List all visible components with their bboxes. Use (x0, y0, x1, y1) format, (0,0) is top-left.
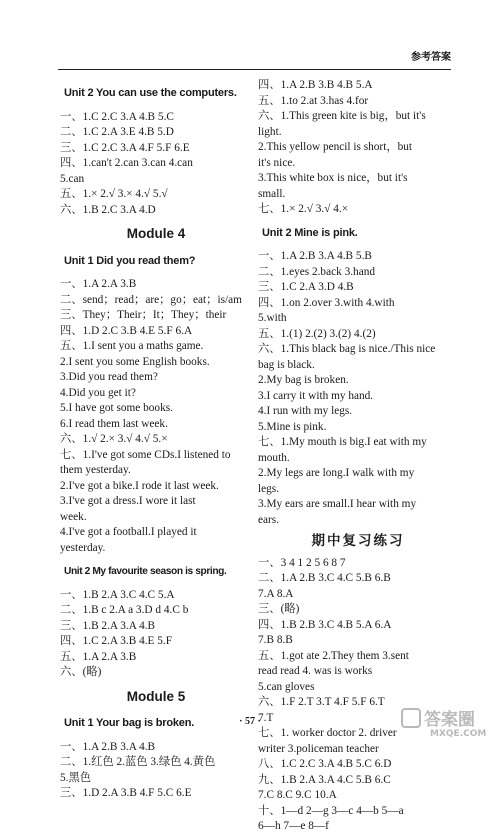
answer-line: 一、1.A 2.B 3.A 4.B (60, 740, 156, 753)
answer-line: 二、1.B c 2.A a 3.D d 4.C b (60, 604, 189, 616)
answer-line: 三、1.B 2.A 3.A 4.B (60, 619, 156, 632)
answer-line: 5.can gloves (258, 680, 315, 693)
watermark-logo (400, 705, 492, 739)
module-heading: Module 4 (126, 226, 186, 241)
answer-line: 一、1.C 2.C 3.A 4.B 5.C (60, 110, 174, 123)
answer-line: 四、1.B 2.B 3.C 4.B 5.A 6.A (258, 618, 392, 631)
answer-line: 六、1.This green kite is big，but it's (258, 110, 426, 122)
answer-line: 十、1—d 2—g 3—c 4—b 5—a (258, 804, 404, 817)
answer-line: 3.I carry it with my hand. (258, 389, 374, 402)
answer-line: 七、1. worker doctor 2. driver (258, 727, 397, 739)
answer-line: 六、1.B 2.C 3.A 4.D (60, 203, 156, 216)
answer-line: 7.T (258, 711, 274, 724)
answer-line: 二、1.eyes 2.back 3.hand (258, 265, 376, 278)
answer-line: 四、1.C 2.A 3.B 4.E 5.F (60, 635, 173, 647)
answer-line: 7.C 8.C 9.C 10.A (258, 789, 337, 801)
answer-line: ears. (258, 513, 280, 526)
answer-line: 7.B 8.B (258, 634, 293, 646)
answer-line: 一、1.A 2.B 3.A 4.B 5.B (258, 250, 372, 262)
answer-line: 五、1.to 2.at 3.has 4.for (258, 94, 369, 107)
answer-line: 五、1.got ate 2.They them 3.sent (258, 649, 409, 662)
unit-heading: Unit 2 Mine is pink. (262, 226, 358, 239)
answer-line: 六、(略) (60, 666, 102, 678)
answer-line: 三、They；Their；It；They；their (60, 309, 227, 321)
answer-line: small. (258, 187, 286, 200)
answer-line: 四、1.D 2.C 3.B 4.E 5.F 6.A (60, 324, 193, 337)
answer-line: 5.I have got some books. (60, 402, 173, 414)
answer-line: 七、1.× 2.√ 3.√ 4.× (258, 203, 349, 215)
answer-line: 七、1.I've got some CDs.I listened to (60, 448, 231, 461)
page-number: · 57 · (239, 716, 261, 727)
header-label: 参考答案 (411, 52, 451, 63)
answer-line: 一、1.B 2.A 3.C 4.C 5.A (60, 588, 175, 601)
answer-line: 一、1.A 2.A 3.B (60, 278, 137, 290)
answer-line: 6.I read them last week. (60, 417, 168, 430)
answer-line: 四、1.can't 2.can 3.can 4.can (60, 157, 193, 169)
answer-line: 八、1.C 2.C 3.A 4.B 5.C 6.D (258, 758, 392, 770)
answer-line: 二、1.红色 2.蓝色 3.绿色 4.黄色 (60, 756, 216, 768)
answer-line: 5.with (258, 312, 287, 324)
answer-line: legs. (258, 482, 280, 495)
answer-line: 五、1.× 2.√ 3.× 4.√ 5.√ (60, 188, 168, 200)
answer-line: 三、1.D 2.A 3.B 4.F 5.C 6.E (60, 787, 192, 799)
answer-line: 五、1.A 2.A 3.B (60, 650, 137, 663)
answer-line: 4.I run with my legs. (258, 405, 353, 417)
unit-heading: Unit 2 My favourite season is spring. (64, 566, 227, 577)
answer-line: 二、send；read；are；go；eat；is/am (60, 293, 242, 306)
answer-line: 一、3 4 1 2 5 6 8 7 (258, 556, 346, 569)
answer-line: 5.Mine is pink. (258, 420, 327, 433)
answer-line: 2.I sent you some English books. (60, 355, 210, 368)
answer-line: yesterday. (60, 541, 106, 554)
answer-line: 四、1.on 2.over 3.with 4.with (258, 296, 395, 309)
watermark-url: MXQE.COM (430, 729, 487, 739)
answer-line: 二、1.C 2.A 3.E 4.B 5.D (60, 126, 174, 138)
answer-line: writer 3.policeman teacher (258, 742, 379, 755)
answer-line: 7.A 8.A (258, 587, 294, 600)
answer-line: bag is black. (258, 358, 315, 371)
unit-heading: Unit 2 You can use the computers. (64, 87, 237, 99)
answer-line: 六、1.F 2.T 3.T 4.F 5.F 6.T (258, 696, 385, 708)
answer-line: 2.This yellow pencil is short，but (258, 141, 413, 153)
answer-line: 三、1.C 2.A 3.D 4.B (258, 281, 354, 293)
answer-line: 五、1.(1) 2.(2) 3.(2) 4.(2) (258, 327, 376, 340)
answer-line: 九、1.B 2.A 3.A 4.C 5.B 6.C (258, 773, 391, 786)
answer-line: 二、1.A 2.B 3.C 4.C 5.B 6.B (258, 572, 391, 584)
answer-line: 4.I've got a football.I played it (60, 526, 197, 538)
answer-line: 3.I've got a dress.I wore it last (60, 495, 196, 507)
answer-line: 三、(略) (258, 603, 300, 615)
answer-line: 三、1.C 2.C 3.A 4.F 5.F 6.E (60, 141, 190, 154)
watermark-icon (402, 709, 420, 727)
answer-line: 5.can (60, 172, 85, 185)
answer-line: 4.Did you get it? (60, 386, 136, 399)
answer-line: 3.Did you read them? (60, 371, 158, 383)
answer-line: 六、1.This black bag is nice./This nice (258, 343, 436, 355)
watermark-text: 答案圈 (424, 710, 475, 730)
answer-line: 2.My bag is broken. (258, 374, 349, 386)
answer-line: 七、1.My mouth is big.I eat with my (258, 436, 427, 448)
answer-line: 3.This white box is nice，but it's (258, 172, 408, 184)
answer-line: them yesterday. (60, 464, 131, 476)
module-heading: Module 5 (126, 688, 186, 704)
unit-heading: Unit 1 Did you read them? (64, 254, 196, 267)
answer-line: mouth. (258, 451, 290, 464)
answer-line: 五、1.I sent you a maths game. (60, 340, 204, 352)
header-rule (58, 69, 451, 70)
answer-line: 2.I've got a bike.I rode it last week. (60, 479, 219, 492)
page-header (58, 46, 451, 70)
review-heading: 期中复习练习 (311, 533, 405, 549)
answer-line: read read 4. was is works (258, 665, 373, 677)
answer-line: 6—h 7—e 8—f (258, 820, 329, 832)
answer-line: 2.My legs are long.I walk with my (258, 467, 415, 479)
unit-heading: Unit 1 Your bag is broken. (64, 717, 195, 729)
answer-line: 四、1.A 2.B 3.B 4.B 5.A (258, 79, 373, 91)
answer-line: 3.My ears are small.I hear with my (258, 498, 417, 510)
answer-line: week. (60, 510, 87, 523)
answer-line: light. (258, 125, 282, 138)
answer-line: it's nice. (258, 156, 296, 169)
answer-line: 5.黑色 (60, 771, 92, 784)
answer-line: 六、1.√ 2.× 3.√ 4.√ 5.× (60, 433, 168, 445)
left-column (60, 78, 252, 802)
